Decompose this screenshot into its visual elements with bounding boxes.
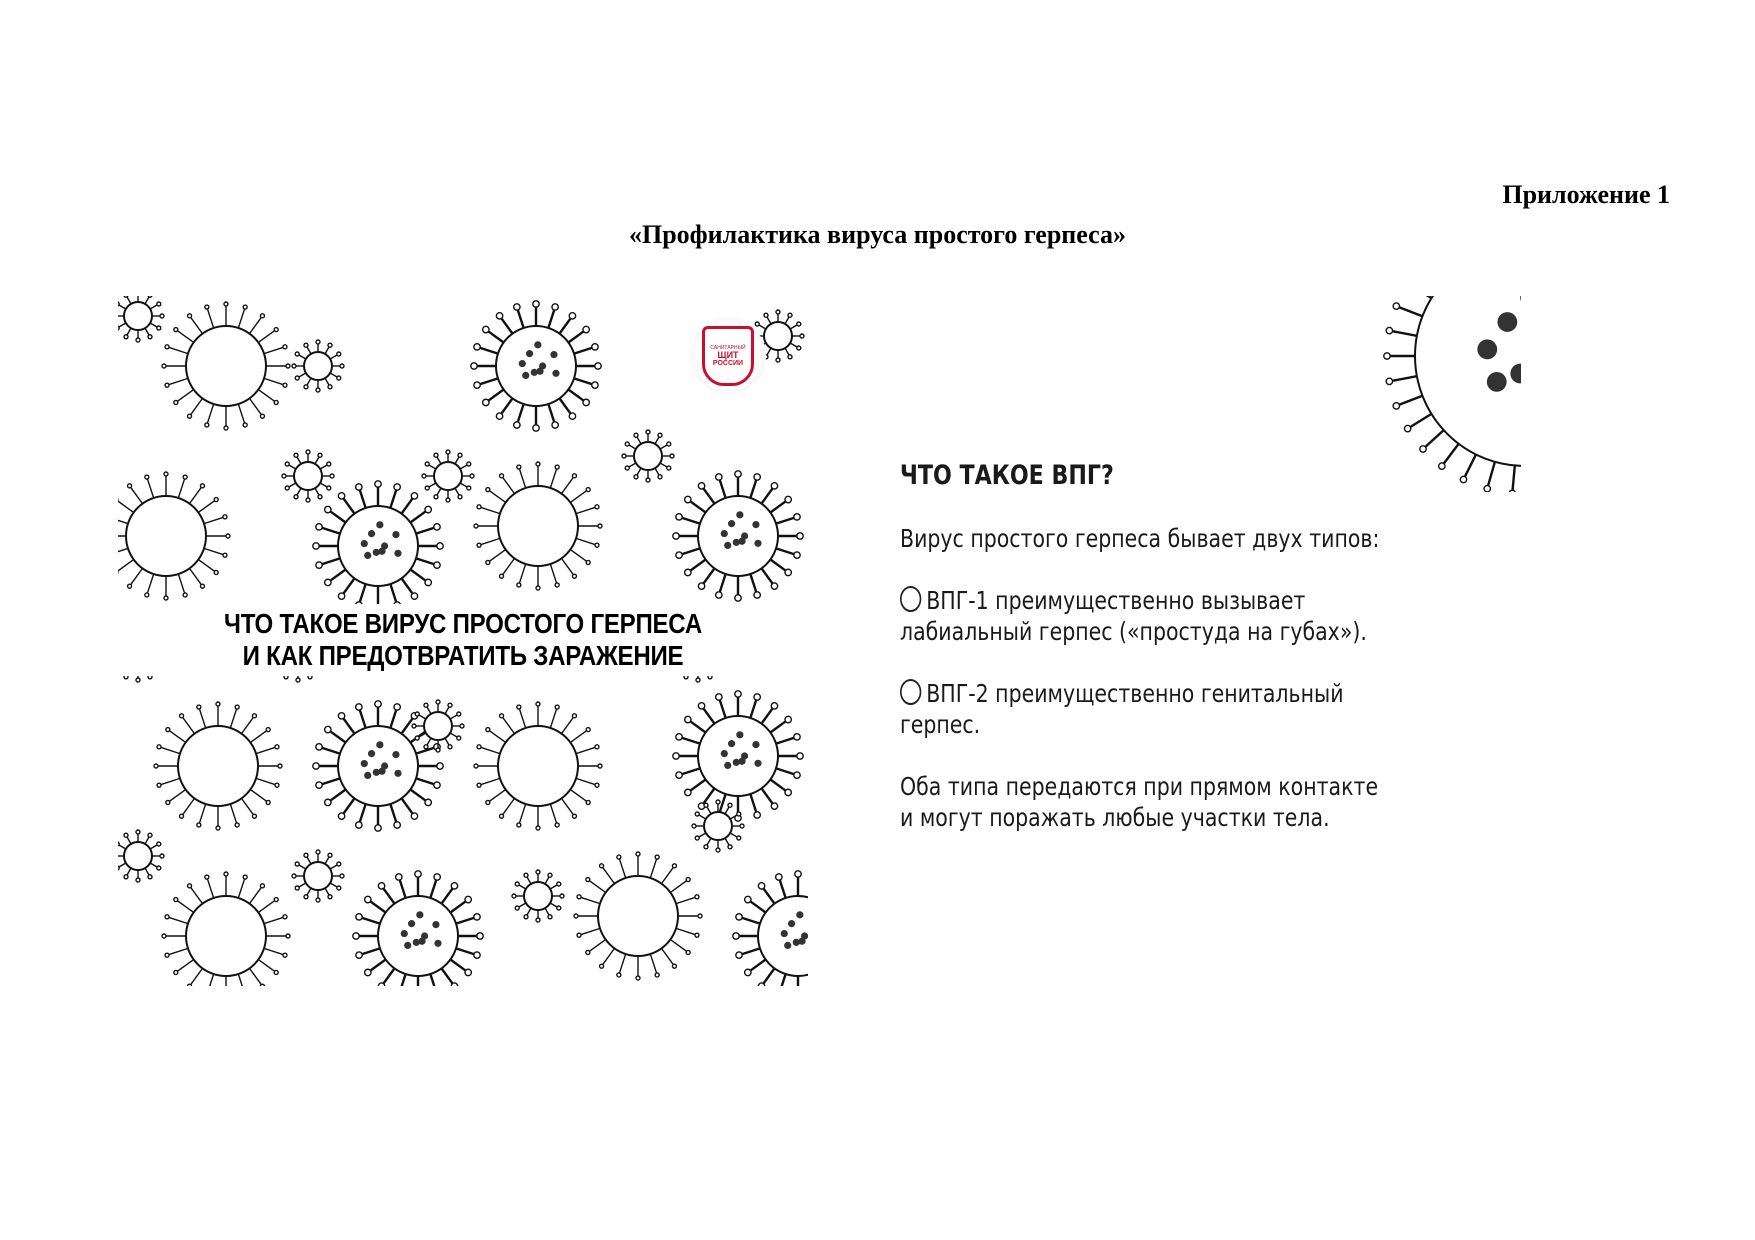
- circle-bullet-icon: [900, 679, 921, 705]
- virus-drawing: [313, 481, 443, 611]
- poster-headline-line1: ЧТО ТАКОЕ ВИРУС ПРОСТОГО ГЕРПЕСА: [224, 608, 702, 639]
- virus-drawing: [292, 850, 344, 902]
- info-intro: Вирус простого герпеса бывает двух типов:: [900, 524, 1380, 553]
- virus-drawing: [292, 340, 344, 392]
- outro-line2: и могут поражать любые участки тела.: [900, 803, 1330, 832]
- document-title: «Профилактика вируса простого герпеса»: [629, 220, 1126, 249]
- info-heading: ЧТО ТАКОЕ ВПГ?: [900, 460, 1114, 491]
- virus-drawing: [474, 462, 602, 590]
- poster-image: [118, 296, 808, 986]
- info-block: [900, 460, 1520, 833]
- shield-icon: [702, 326, 754, 386]
- outro-line1: Оба типа передаются при прямом контакте: [900, 772, 1379, 801]
- circle-bullet-icon: [900, 586, 921, 612]
- type1-line1: ВПГ-1 преимущественно вызывает: [900, 585, 1408, 616]
- virus-drawing: [673, 471, 803, 601]
- virus-drawing: [353, 871, 483, 986]
- poster-headline: [118, 604, 808, 676]
- virus-drawing: [422, 450, 474, 502]
- virus-drawing: [512, 870, 564, 922]
- logo-text-line3: РОССИИ: [712, 359, 744, 367]
- virus-drawing: [622, 430, 674, 482]
- virus-drawing: [471, 301, 601, 431]
- sanitary-shield-logo: [690, 318, 766, 394]
- virus-drawing: [118, 830, 164, 882]
- virus-drawing: [733, 871, 808, 986]
- virus-drawing: [162, 302, 290, 430]
- virus-drawing: [154, 702, 282, 830]
- virus-drawing: [474, 702, 602, 830]
- virus-drawing: [313, 701, 443, 831]
- type2-line1: ВПГ-2 преимущественно генитальный: [900, 678, 1408, 709]
- virus-drawing: [118, 472, 230, 600]
- virus-drawing: [118, 296, 164, 342]
- virus-drawing: [282, 450, 334, 502]
- virus-drawing: [574, 852, 702, 980]
- type2-line2: герпес.: [900, 710, 981, 739]
- poster-headline-line2: И КАК ПРЕДОТВРАТИТЬ ЗАРАЖЕНИЕ: [242, 640, 684, 671]
- logo-text-line2: ЩИТ: [717, 349, 739, 360]
- virus-drawing: [673, 691, 803, 821]
- appendix-label: Приложение 1: [1502, 180, 1670, 209]
- virus-drawing: [162, 872, 290, 986]
- virus-drawing: [412, 700, 464, 752]
- logo-text-line1: САНИТАРНЫЙ: [710, 344, 746, 351]
- type1-line2: лабиальный герпес («простуда на губах»).: [900, 617, 1367, 646]
